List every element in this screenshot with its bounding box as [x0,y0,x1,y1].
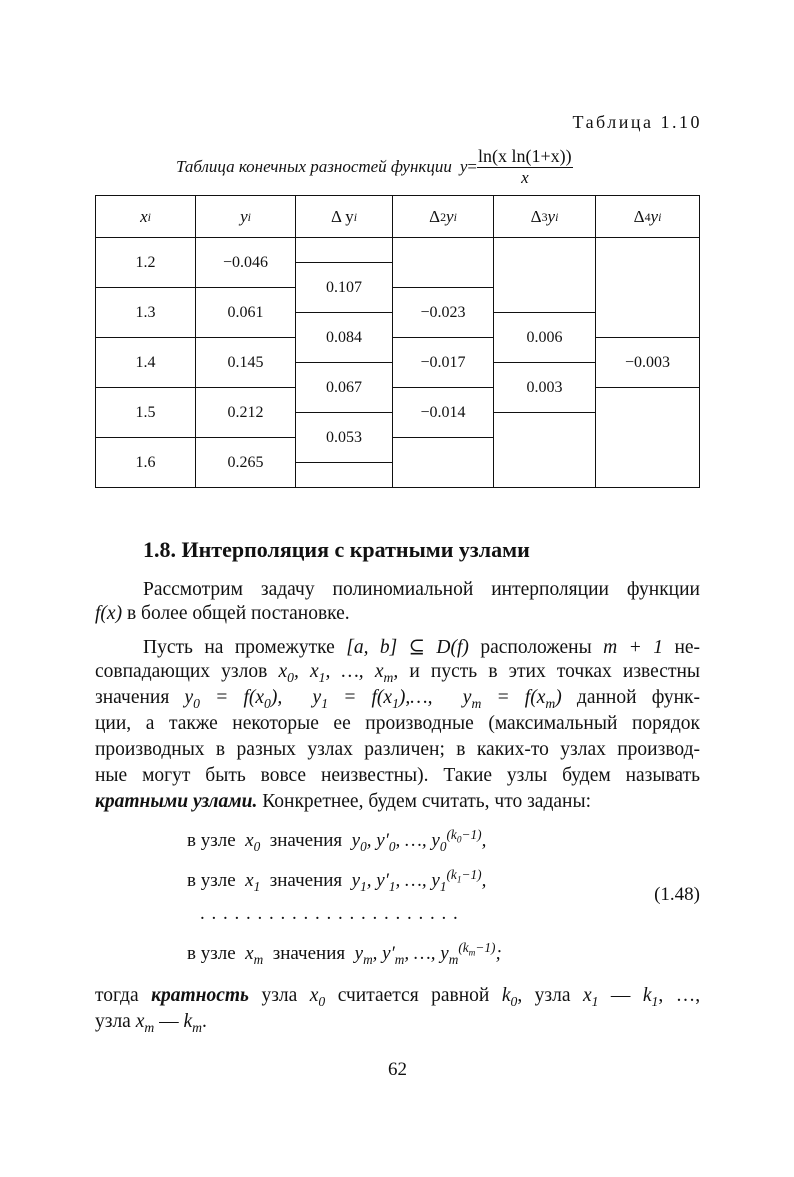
text-line: производных в разных узлах различен; в каких-то узлах производ- [95,739,700,760]
empty-cell [295,237,393,263]
text-line: ные могут быть вовсе неизвестны). Такие узлы будем называть [95,765,700,786]
text-line: совпадающих узлов $x_0$, $x_1$, …, $x_m$, и пусть в этих точках известны [95,661,701,685]
empty-cell [493,412,596,488]
x-cell: 1.5 [95,387,196,438]
header-d4: Δ 4 y i [595,195,700,238]
x-cell: 1.3 [95,287,196,338]
d2-cell: −0.017 [392,337,494,388]
empty-cell [595,237,700,338]
header-d2: Δ 2 y i [392,195,494,238]
y-cell: 0.061 [195,287,296,338]
header-d1: Δ y i [295,195,393,238]
section-heading: 1.8. Интерполяция с кратными узлами [143,537,530,562]
formula-line: в узле $x_m$ значения $y_m$, $y'_m$, …, $y_m^{(k_m-1)}$; [187,939,502,967]
empty-cell [493,237,596,313]
text-line: f(x) в более общей постановке. [95,603,350,624]
text-line: тогда кратность узла $x_0$ считается равной $k_0$, узла $x_1$ — $k_1$, …, [95,985,701,1009]
equation-number: (1.48) [654,884,700,905]
empty-cell [295,462,393,488]
text-line: ции, а также некоторые ее производные (максимальный порядок [95,713,700,734]
x-cell: 1.4 [95,337,196,388]
d1-cell: 0.084 [295,312,393,363]
text-line: значения $y_0 = f(x_0)$, $y_1$ = $f(x_1),\dots$, $y_m = f(x_m)$ данной функ- [95,687,701,711]
d3-cell: 0.006 [493,312,596,363]
d1-cell: 0.053 [295,412,393,463]
header-d3: Δ 3 y i [493,195,596,238]
text-line: узла $x_m$ — $k_m$. [95,1011,207,1035]
d1-cell: 0.067 [295,362,393,413]
formula-line: в узле $x_0$ значения $y_0$, $y'_0$, …, $y_0^{(k_0-1)}$, [187,826,487,854]
y-cell: 0.265 [195,437,296,488]
d4-cell: −0.003 [595,337,700,388]
y-cell: 0.145 [195,337,296,388]
fraction: $\frac{\text{ln(x ln(1+x))}}{x}$ [478,146,572,187]
d2-cell: −0.014 [392,387,494,438]
empty-cell [595,387,700,488]
empty-cell [392,237,494,288]
header-y: y i [195,195,296,238]
x-cell: 1.2 [95,237,196,288]
table-label: Таблица 1.10 [572,112,702,132]
x-cell: 1.6 [95,437,196,488]
text-line: Рассмотрим задачу полиномиальной интерполяции функции [143,579,700,600]
d3-cell: 0.003 [493,362,596,413]
d1-cell: 0.107 [295,262,393,313]
formula-dots: . . . . . . . . . . . . . . . . . . . . . . . [200,903,459,924]
table-caption: Таблица конечных разностей функции y = $\frac{\text{ln(x ln(1+x))}}{x}$ [176,146,572,187]
text-line: Пусть на промежутке [a, b] ⊆ D(f) расположены m + 1 не- [143,637,701,658]
formula-line: в узле $x_1$ значения $y_1$, $y'_1$, …, $y_1^{(k_1-1)}$, [187,866,487,894]
text-line: кратными узлами. Конкретнее, будем считать, что заданы: [95,791,591,812]
y-cell: −0.046 [195,237,296,288]
y-cell: 0.212 [195,387,296,438]
d2-cell: −0.023 [392,287,494,338]
header-x: x i [95,195,196,238]
empty-cell [392,437,494,488]
page-number: 62 [388,1059,407,1080]
